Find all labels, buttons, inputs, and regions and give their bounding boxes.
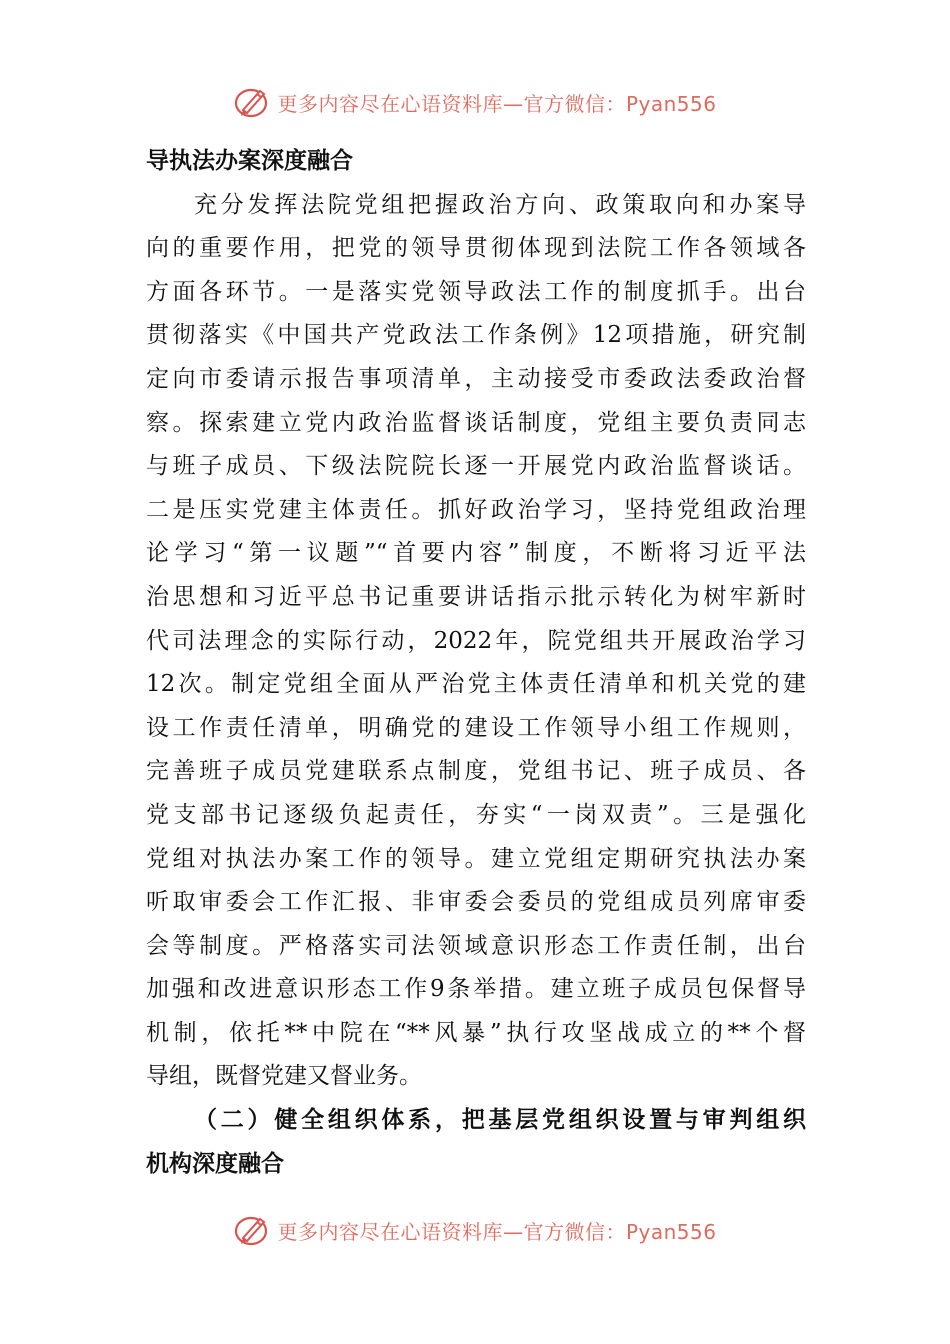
section-heading-continued: 导执法办案深度融合 xyxy=(146,148,353,174)
paragraph-line: 会等制度。严格落实司法领域意识形态工作责任制，出台 xyxy=(146,932,806,959)
paragraph-line: 党支部书记逐级负起责任，夯实“一岗双责”。三是强化 xyxy=(146,801,806,828)
watermark-banner-top xyxy=(0,82,950,122)
paragraph-line: 充分发挥法院党组把握政治方向、政策取向和办案导 xyxy=(194,191,806,218)
watermark-text: 更多内容尽在心语资料库—官方微信：Pyan556 xyxy=(277,1219,717,1244)
document-body xyxy=(146,140,806,1186)
paragraph-line: 向的重要作用，把党的领导贯彻体现到法院工作各领域各 xyxy=(146,235,806,262)
paragraph-line: 党组对执法办案工作的领导。建立党组定期研究执法办案 xyxy=(146,845,806,872)
paragraph-line: 完善班子成员党建联系点制度，党组书记、班子成员、各 xyxy=(146,758,806,785)
paragraph-line: 察。探索建立党内政治监督谈话制度，党组主要负责同志 xyxy=(146,409,806,436)
paragraph-line: 听取审委会工作汇报、非审委会委员的党组成员列席审委 xyxy=(146,889,806,916)
paragraph-line: 机制，依托**中院在“**风暴”执行攻坚战成立的**个督 xyxy=(146,1019,806,1046)
paragraph-line-last: 导组，既督党建又督业务。 xyxy=(146,1063,422,1090)
paragraph-line: 定向市委请示报告事项清单，主动接受市委政法委政治督 xyxy=(146,365,806,392)
watermark-text: 更多内容尽在心语资料库—官方微信：Pyan556 xyxy=(277,91,717,116)
paragraph-line: 方面各环节。一是落实党领导政法工作的制度抓手。出台 xyxy=(146,278,806,305)
paragraph-line: 加强和改进意识形态工作9条举措。建立班子成员包保督导 xyxy=(146,976,806,1003)
paragraph-line: 治思想和习近平总书记重要讲话指示批示转化为树牢新时 xyxy=(146,583,806,610)
paragraph-line: 代司法理念的实际行动，2022年，院党组共开展政治学习 xyxy=(146,627,806,654)
pen-circle-logo-icon xyxy=(233,1212,271,1248)
paragraph-line: 设工作责任清单，明确党的建设工作领导小组工作规则， xyxy=(146,714,806,741)
pen-circle-logo-icon xyxy=(233,84,271,120)
paragraph-line: 贯彻落实《中国共产党政法工作条例》12项措施，研究制 xyxy=(146,322,806,349)
watermark-banner-bottom xyxy=(0,1210,950,1250)
paragraph-line: 与班子成员、下级法院院长逐一开展党内政治监督谈话。 xyxy=(146,453,806,480)
paragraph-line: 12次。制定党组全面从严治党主体责任清单和机关党的建 xyxy=(146,671,806,698)
paragraph-line: 论学习“第一议题”“首要内容”制度，不断将习近平法 xyxy=(146,540,806,567)
paragraph-line: 二是压实党建主体责任。抓好政治学习，坚持党组政治理 xyxy=(146,496,806,523)
section-heading-cont: 机构深度融合 xyxy=(146,1150,284,1177)
section-heading: （二）健全组织体系，把基层党组织设置与审判组织 xyxy=(194,1107,806,1134)
